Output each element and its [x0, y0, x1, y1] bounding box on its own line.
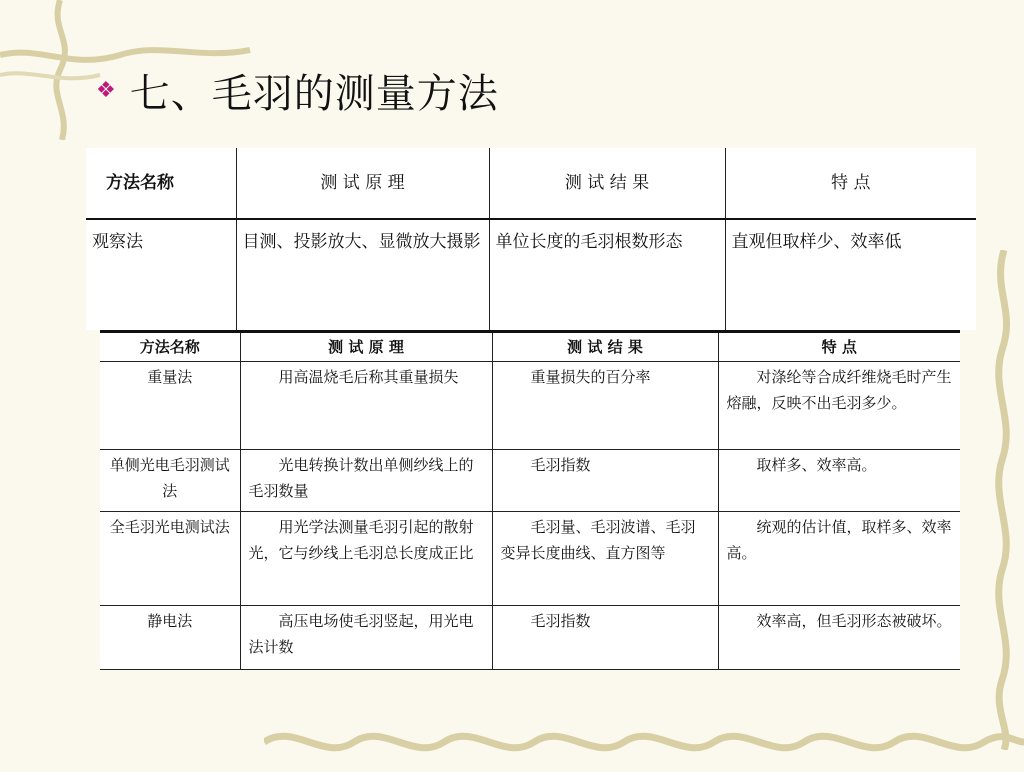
header-result: 测 试 结 果: [492, 332, 718, 362]
cell-method: 静电法: [100, 606, 240, 670]
slide-title-row: [96, 62, 499, 118]
methods-table-top: [86, 148, 976, 330]
header-feature: 特 点: [718, 332, 960, 362]
cell-principle: 用光学法测量毛羽引起的散射光，它与纱线上毛羽总长度成正比: [240, 512, 492, 606]
cell-method: 全毛羽光电测试法: [100, 512, 240, 606]
methods-table-container: [86, 148, 976, 670]
cell-result: 单位长度的毛羽根数形态: [489, 219, 725, 330]
slide-title: 七、毛羽的测量方法: [129, 70, 499, 117]
methods-table-bottom: [100, 330, 960, 670]
vine-decoration-right: [984, 250, 1024, 750]
table-header-row: [100, 332, 960, 362]
cell-principle: 光电转换计数出单侧纱线上的毛羽数量: [240, 450, 492, 512]
table-row: [100, 606, 960, 670]
cell-method: 重量法: [100, 362, 240, 450]
cell-result: 重量损失的百分率: [492, 362, 718, 450]
header-feature: 特 点: [725, 148, 976, 219]
cell-result: 毛羽量、毛羽波谱、毛羽变异长度曲线、直方图等: [492, 512, 718, 606]
cell-feature: 效率高，但毛羽形态被破坏。: [718, 606, 960, 670]
cell-principle: 高压电场使毛羽竖起，用光电法计数: [240, 606, 492, 670]
header-principle: 测 试 原 理: [236, 148, 489, 219]
header-result: 测 试 结 果: [489, 148, 725, 219]
table-row: [100, 450, 960, 512]
table-header-row: [86, 148, 976, 219]
table-row: [86, 219, 976, 330]
header-method-name: 方法名称: [86, 148, 236, 219]
cell-result: 毛羽指数: [492, 606, 718, 670]
cell-feature: 取样多、效率高。: [718, 450, 960, 512]
cell-feature: 直观但取样少、效率低: [725, 219, 976, 330]
cell-result: 毛羽指数: [492, 450, 718, 512]
cell-principle: 用高温烧毛后称其重量损失: [240, 362, 492, 450]
cell-feature: 统观的估计值，取样多、效率高。: [718, 512, 960, 606]
vine-decoration-bottom: [264, 712, 1024, 772]
header-principle: 测 试 原 理: [240, 332, 492, 362]
cell-method: 单侧光电毛羽测试法: [100, 450, 240, 512]
cell-method: 观察法: [92, 232, 143, 252]
table-row: [100, 512, 960, 606]
header-method-name: 方法名称: [100, 332, 240, 362]
diamond-bullet-icon: ❖: [96, 77, 116, 103]
cell-principle: 目测、投影放大、显微放大摄影: [236, 219, 489, 330]
cell-feature: 对涤纶等合成纤维烧毛时产生熔融，反映不出毛羽多少。: [718, 362, 960, 450]
table-row: [100, 362, 960, 450]
